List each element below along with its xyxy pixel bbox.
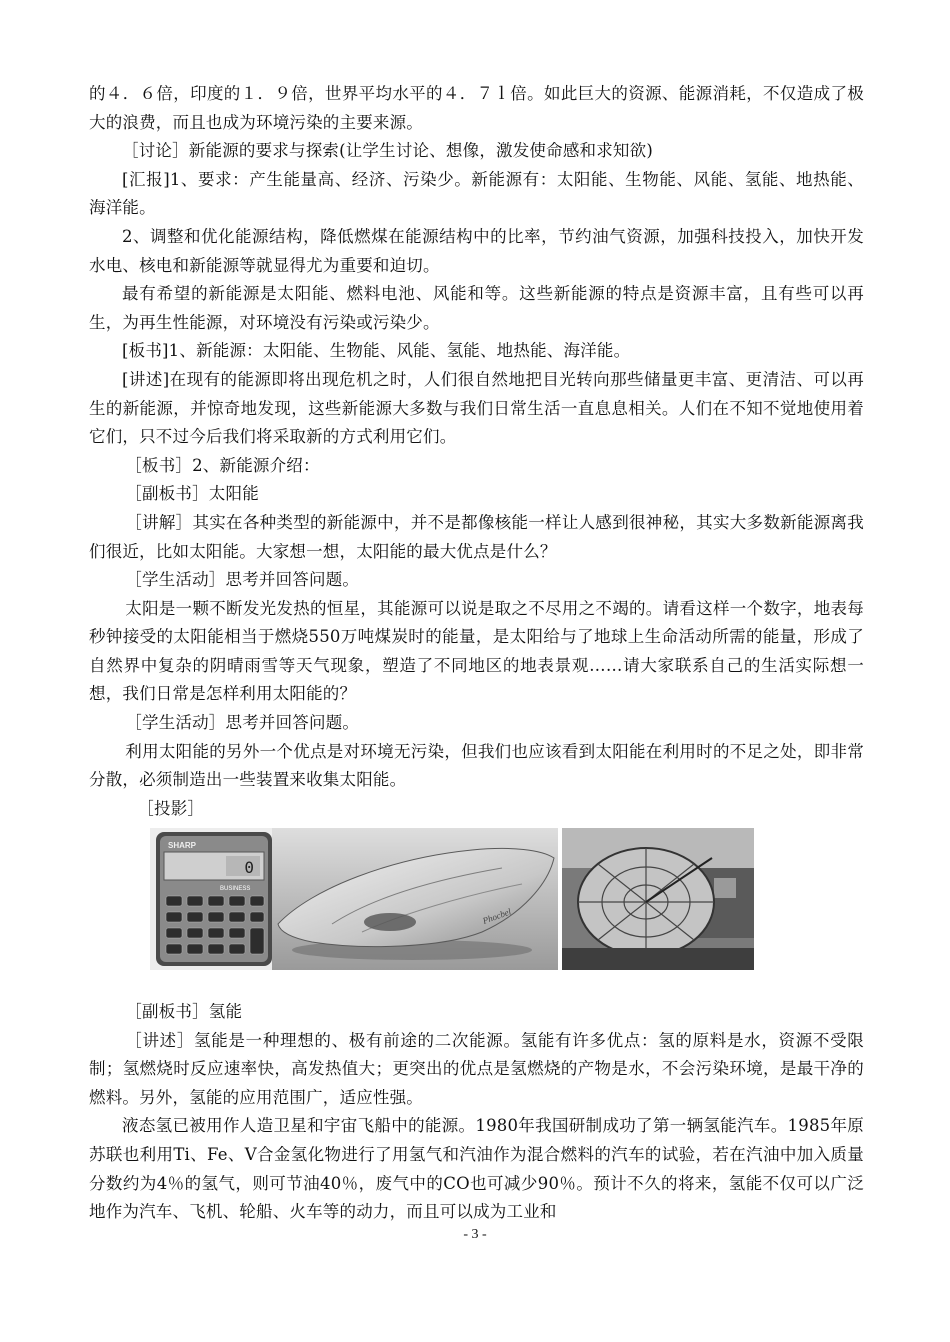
calculator-brand: SHARP <box>168 841 197 850</box>
paragraph: ［学生活动］思考并回答问题。 <box>125 570 360 590</box>
paragraph: [汇报]1、要求：产生能量高、经济、污染少。新能源有：太阳能、生物能、风能、氢能、地热能、海洋能。 <box>89 169 864 218</box>
calculator-display: 0 <box>244 858 254 877</box>
paragraph: ［板书］2、新能源介绍： <box>125 455 320 475</box>
page-number: - 3 - <box>463 1227 487 1242</box>
paragraph: 利用太阳能的另外一个优点是对环境无污染，但我们也应该看到太阳能在利用时的不足之处，即非常分散，必须制造出一些装置来收集太阳能。 <box>89 741 864 790</box>
solar-car-image <box>272 828 558 970</box>
paragraph: 太阳是一颗不断发光发热的恒星，其能源可以说是取之不尽用之不竭的。请看这样一个数字，地表每秒钟接受的太阳能相当于燃烧550万吨煤炭时的能量，是太阳给与了地球上生命活动所需的能量，形成了自然界中复杂的阴晴雨雪等天气现象，塑造了不同地区的地表景观……请大家联系自己的生活实际想一想，我们日常是怎样利用太阳能的？ <box>89 598 864 704</box>
paragraph: 最有希望的新能源是太阳能、燃料电池、风能和等。这些新能源的特点是资源丰富，且有些可以再生，为再生性能源，对环境没有污染或污染少。 <box>89 284 864 332</box>
paragraph: 的４．６倍，印度的１．９倍，世界平均水平的４．７ｌ倍。如此巨大的资源、能源消耗，不仅造成了极大的浪费，而且也成为环境污染的主要来源。 <box>89 84 864 132</box>
calculator-image <box>150 828 278 970</box>
paragraph: 2、调整和优化能源结构，降低燃煤在能源结构中的比率，节约油气资源，加强科技投入，加快开发水电、核电和新能源等就显得尤为重要和迫切。 <box>89 226 864 275</box>
calculator-label: BUSINESS <box>220 886 251 892</box>
paragraph: ［副板书］太阳能 <box>125 484 259 504</box>
paragraph: ［学生活动］思考并回答问题。 <box>125 713 360 733</box>
paragraph: 液态氢已被用作人造卫星和宇宙飞船中的能源。1980年我国研制成功了第一辆氢能汽车。1985年原苏联也利用Ti、Fe、V合金氢化物进行了用氢气和汽油作为混合燃料的汽车的试验，若在汽油中加入质量分数约为4％的氢气，则可节油40％，废气中的CO也可减少90％。预计不久的将来，氢能不仅可以广泛地作为汽车、飞机、轮船、火车等的动力，而且可以成为工业和 <box>89 1116 864 1222</box>
projection-figures <box>136 828 756 970</box>
body-text-bottom <box>89 998 864 1227</box>
paragraph: ［副板书］氢能 <box>125 1002 243 1021</box>
solar-concentrator-image <box>562 828 754 970</box>
body-text-top <box>89 80 864 823</box>
paragraph: ［讲解］其实在各种类型的新能源中，并不是都像核能一样让人感到很神秘，其实大多数新能源离我们很近，比如太阳能。大家想一想，太阳能的最大优点是什么？ <box>89 512 864 561</box>
paragraph: ［讲述］氢能是一种理想的、极有前途的二次能源。氢能有许多优点：氢的原料是水，资源不受限制；氢燃烧时反应速率快，高发热值大；更突出的优点是氢燃烧的产物是水，不会污染环境，是最干净的燃料。另外，氢能的应用范围广，适应性强。 <box>89 1030 864 1107</box>
paragraph: ［讨论］新能源的要求与探索(让学生讨论、想像，激发使命感和求知欲) <box>122 141 653 161</box>
solar-car-label: Phocbel <box>481 906 513 926</box>
paragraph: ［投影］ <box>137 798 205 818</box>
paragraph: [讲述]在现有的能源即将出现危机之时，人们很自然地把目光转向那些储量更丰富、更清洁、可以再生的新能源，并惊奇地发现，这些新能源大多数与我们日常生活一直息息相关。人们在不知不觉地使用着它们，只不过今后我们将采取新的方式利用它们。 <box>89 369 864 447</box>
paragraph: [板书]1、新能源：太阳能、生物能、风能、氢能、地热能、海洋能。 <box>122 341 631 361</box>
